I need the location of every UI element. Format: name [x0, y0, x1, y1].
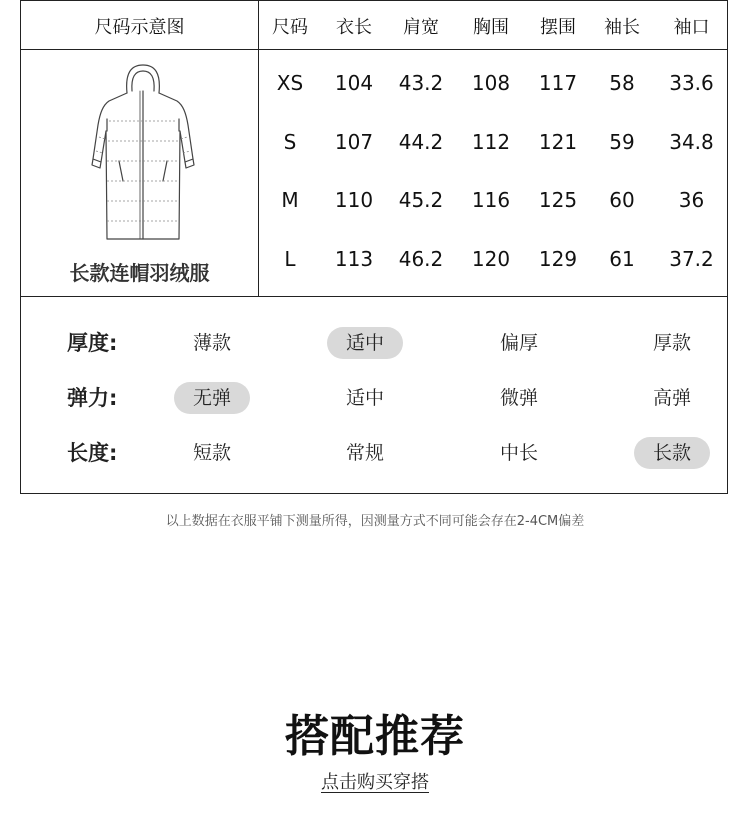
- size-label: XS: [276, 71, 304, 95]
- thickness-option-medium-selected: 适中: [327, 327, 403, 359]
- table-cell: 117: [538, 71, 578, 95]
- col-header-size: 尺码: [272, 17, 308, 38]
- size-chart-table: [20, 0, 728, 494]
- col-header-hem: 摆围: [540, 17, 576, 38]
- table-cell: 43.2: [398, 71, 444, 95]
- table-cell: 125: [538, 188, 578, 212]
- size-label: S: [283, 130, 297, 154]
- buy-outfit-link[interactable]: [0, 768, 750, 794]
- table-cell: 34.8: [669, 130, 714, 154]
- attr-label-thickness: 厚度:: [67, 331, 118, 355]
- length-option-regular: 常规: [345, 442, 384, 464]
- thickness-option-thick: 偏厚: [499, 332, 538, 354]
- table-cell: 33.6: [669, 71, 714, 95]
- table-cell: 107: [334, 130, 374, 154]
- table-cell: 59: [609, 130, 635, 154]
- elasticity-option-slight: 微弹: [499, 387, 538, 409]
- col-header-chest: 胸围: [473, 17, 509, 38]
- length-option-mid: 中长: [499, 442, 538, 464]
- table-cell: 60: [609, 188, 635, 212]
- table-cell: 44.2: [398, 130, 444, 154]
- table-cell: 37.2: [669, 247, 714, 271]
- attr-label-length: 长度:: [67, 441, 118, 465]
- recommend-title: 搭配推荐: [285, 711, 465, 762]
- table-cell: 46.2: [398, 247, 444, 271]
- col-header-cuff: 袖口: [673, 17, 710, 38]
- thickness-option-heavy: 厚款: [652, 332, 691, 354]
- elasticity-option-medium: 适中: [345, 387, 384, 409]
- table-cell: 110: [334, 188, 374, 212]
- size-label: L: [284, 247, 296, 271]
- table-cell: 116: [471, 188, 511, 212]
- col-header-length: 衣长: [336, 17, 372, 38]
- elasticity-option-none-selected: 无弹: [174, 382, 250, 414]
- table-cell: 104: [334, 71, 374, 95]
- garment-caption: 长款连帽羽绒服: [69, 261, 210, 285]
- size-label: M: [281, 188, 299, 212]
- elasticity-option-high: 高弹: [652, 387, 691, 409]
- measurement-note: 以上数据在衣服平铺下测量所得，因测量方式不同可能会存在2-4CM偏差: [165, 514, 585, 529]
- length-option-short: 短款: [192, 442, 231, 464]
- thickness-option-thin: 薄款: [192, 332, 231, 354]
- table-cell: 36: [678, 188, 705, 212]
- table-cell: 113: [334, 247, 374, 271]
- table-cell: 121: [538, 130, 578, 154]
- table-cell: 120: [471, 247, 511, 271]
- col-header-shoulder: 肩宽: [403, 17, 439, 38]
- table-cell: 45.2: [398, 188, 444, 212]
- diagram-title: 尺码示意图: [94, 17, 185, 38]
- hooded-long-down-coat-icon: [83, 61, 203, 241]
- table-cell: 129: [538, 247, 578, 271]
- section-divider: [21, 296, 727, 297]
- table-cell: 112: [471, 130, 511, 154]
- table-cell: 61: [609, 247, 635, 271]
- col-header-sleeve: 袖长: [604, 17, 640, 38]
- buy-outfit-link-label[interactable]: 点击购买穿搭: [321, 772, 429, 793]
- table-cell: 108: [471, 71, 511, 95]
- length-option-long-selected: 长款: [634, 437, 710, 469]
- attr-label-elasticity: 弹力:: [67, 386, 118, 410]
- table-cell: 58: [609, 71, 635, 95]
